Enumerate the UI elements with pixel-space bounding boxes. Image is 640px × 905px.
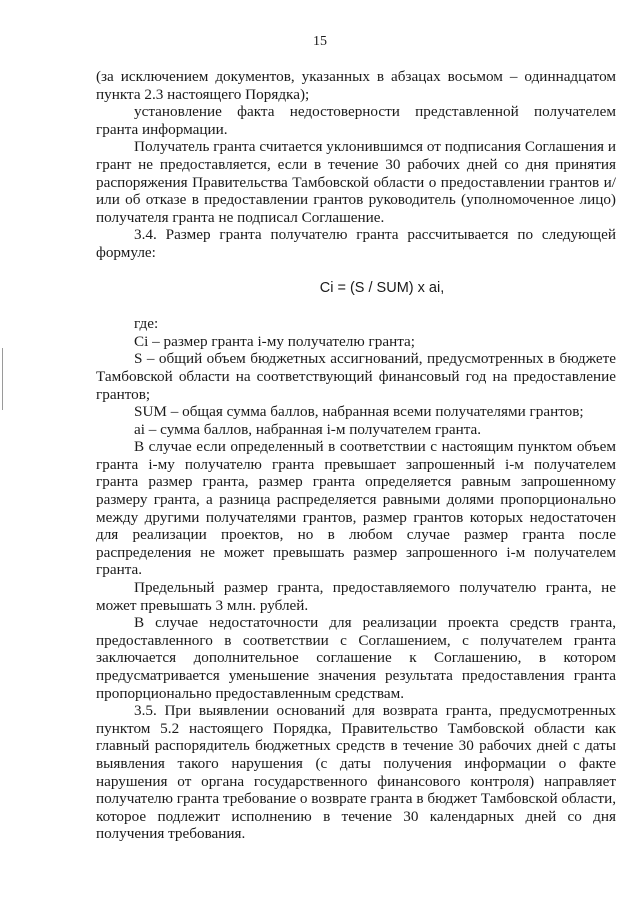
paragraph-where: где:: [134, 315, 159, 333]
definition-s: S – общий объем бюджетных ассигнований, предусмотренных в бюджете Тамбовской области на соответствующий финансовый год на предоставление грантов;: [96, 350, 616, 403]
paragraph-3-5-refund: 3.5. При выявлении оснований для возврата гранта, предусмотренных пунктом 5.2 настоящего Порядка, Правительство Тамбовской области как главный распорядитель бюджетных средств в течение 30 рабочих дней с даты выявления такого нарушения (с даты получения информации о факте нарушения от органа государственного финансового контроля) направляет получателю гранта требование о возврате гранта в бюджет Тамбовской области, которое подлежит исполнению в течение 30 календарных дней со дня получения требования.: [96, 702, 616, 843]
paragraph-exceptions: (за исключением документов, указанных в абзацах восьмом – одиннадцатом пункта 2.3 настоящего Порядка);: [96, 68, 616, 103]
definition-ai: ai – сумма баллов, набранная i-м получателем гранта.: [134, 420, 482, 438]
paragraph-evasion: Получатель гранта считается уклонившимся от подписания Соглашения и грант не предоставляется, если в течение 30 рабочих дней со дня принятия распоряжения Правительства Тамбовской области о предоставлении грантов и/или об отказе в предоставлении грантов руководитель (уполномоченное лицо) получателя гранта не подписал Соглашение.: [96, 138, 616, 226]
grant-formula: Ci = (S / SUM) x ai,: [319, 279, 445, 296]
paragraph-max-grant: Предельный размер гранта, предоставляемого получателю гранта, не может превышать 3 млн. рублей.: [96, 579, 616, 614]
page-number: 15: [313, 34, 327, 49]
margin-scan-mark: [2, 348, 3, 410]
paragraph-insufficient-funds: В случае недостаточности для реализации проекта средств гранта, предоставленного в соответствии с Соглашением, с получателем гранта заключается дополнительное соглашение к Соглашению, в котором предусматривается уменьшение значения результата предоставления гранта пропорционально предоставленным средствам.: [96, 614, 616, 702]
definition-sum: SUM – общая сумма баллов, набранная всеми получателями грантов;: [134, 403, 584, 421]
paragraph-excess-redistribution: В случае если определенный в соответствии с настоящим пунктом объем гранта i-му получателю гранта превышает запрошенный i-м получателем гранта размер гранта, размер гранта определяется равным запрошенному размеру гранта, а разница распределяется равными долями пропорционально между другими получателями грантов, размер грантов которых недостаточен для реализации проектов, но в любом случае размер гранта после распределения не может превышать размер запрошенного i-м получателем гранта.: [96, 438, 616, 579]
paragraph-false-info: установление факта недостоверности представленной получателем гранта информации.: [96, 103, 616, 138]
document-body: [96, 68, 616, 843]
definition-ci: Ci – размер гранта i-му получателю гранта;: [134, 332, 415, 350]
paragraph-3-4-intro: 3.4. Размер гранта получателю гранта рассчитывается по следующей формуле:: [96, 226, 616, 261]
